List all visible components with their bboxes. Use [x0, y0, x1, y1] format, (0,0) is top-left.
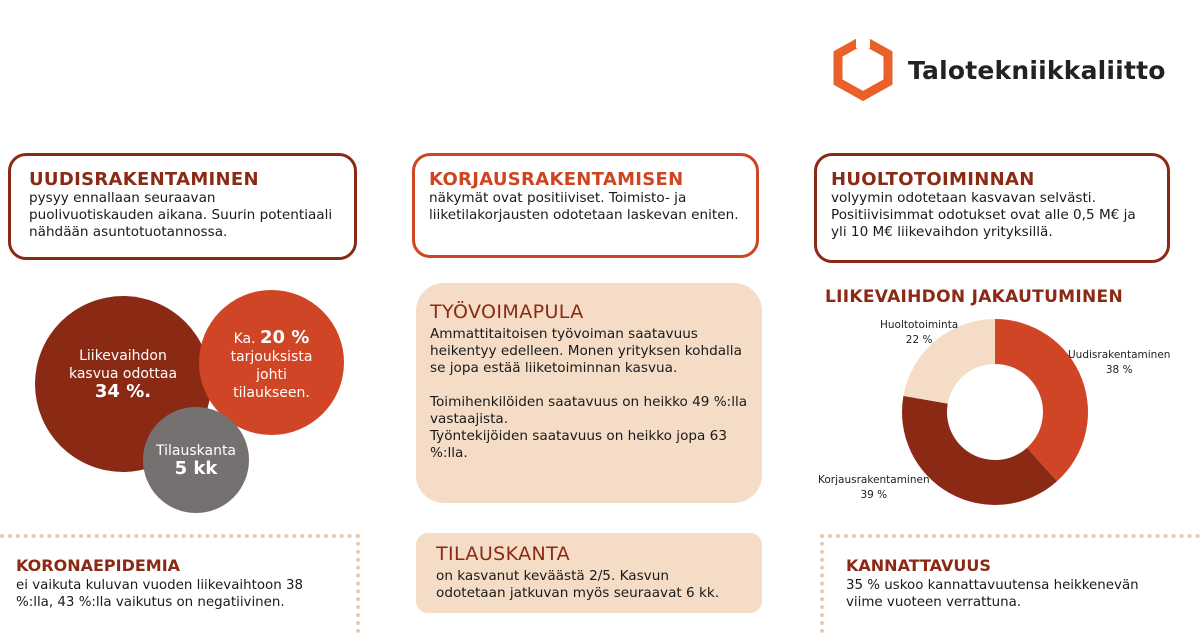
bubble-text: Tilauskanta: [155, 443, 237, 459]
label-uudisrakentaminen: [1068, 348, 1170, 378]
koronaepidemia-box: [0, 534, 360, 633]
label-category: Huoltotoiminta: [880, 319, 959, 331]
kannattavuus-box: [820, 534, 1200, 633]
bubble-prefix: Ka.: [233, 331, 256, 347]
bubble-text: Liikevaihdon kasvua odottaa: [68, 348, 178, 382]
card-huoltotoiminnan: [814, 153, 1170, 263]
label-value: 22 %: [905, 334, 933, 346]
label-korjausrakentaminen: [818, 473, 930, 503]
box-body: ei vaikuta kuluvan vuoden liikevaihtoon 38 %:lla, 43 %:lla vaikutus on negatiivinen.: [16, 578, 304, 610]
bubble-value: 20 %: [260, 327, 310, 348]
bubble-text: tarjouksista johti tilaukseen.: [230, 349, 313, 401]
tyovoimapula-panel: [416, 283, 762, 503]
brand-name: Talotekniikkaliitto: [908, 56, 1166, 85]
panel-title: TILAUSKANTA: [436, 543, 571, 565]
panel-title: TYÖVOIMAPULA: [430, 301, 584, 323]
bubble-value: 5 kk: [174, 458, 218, 479]
bubble-tilauskanta: [143, 407, 249, 513]
card-body: näkymät ovat positiiviset. Toimisto- ja liiketilakorjausten odotetaan laskevan eniten.: [429, 190, 739, 223]
label-category: Uudisrakentaminen: [1068, 349, 1171, 361]
card-title: KORJAUSRAKENTAMISEN: [429, 169, 684, 190]
panel-paragraph: Ammattitaitoisen työvoiman saatavuus heikentyy edelleen. Monen yrityksen kohdalla se jopa estää liiketoiminnan kasvua.: [430, 326, 742, 376]
box-body: 35 % uskoo kannattavuutensa heikkenevän viime vuoteen verrattuna.: [846, 578, 1139, 610]
card-title: HUOLTOTOIMINNAN: [831, 169, 1035, 190]
card-body: volyymin odotetaan kasvavan selvästi. Positiivisimmat odotukset ovat alle 0,5 M€ ja yli 10 M€ liikevaihdon yrityksillä.: [831, 190, 1136, 240]
label-category: Korjausrakentaminen: [818, 474, 930, 486]
hexagon-logo-icon: [830, 36, 896, 102]
card-title: UUDISRAKENTAMINEN: [29, 169, 259, 190]
label-huoltotoiminta: [880, 318, 958, 348]
card-korjausrakentamisen: [412, 153, 759, 258]
label-value: 38 %: [1105, 364, 1133, 376]
label-value: 39 %: [860, 489, 888, 501]
donut-slice-uudisrakentaminen: [995, 319, 1088, 481]
panel-paragraph: Toimihenkilöiden saatavuus on heikko 49 %:lla vastaajista.: [430, 394, 748, 427]
brand-logo: [830, 36, 1166, 106]
box-title: KANNATTAVUUS: [846, 556, 991, 575]
box-title: KORONAEPIDEMIA: [16, 556, 181, 575]
tilauskanta-panel: [416, 533, 762, 613]
chart-title: LIIKEVAIHDON JAKAUTUMINEN: [825, 287, 1123, 307]
panel-paragraph: Työntekijöiden saatavuus on heikko jopa 63 %:lla.: [430, 428, 727, 461]
card-uudisrakentaminen: [8, 153, 357, 260]
bubble-value: 34 %.: [94, 381, 152, 402]
card-body: pysyy ennallaan seuraavan puolivuotiskauden aikana. Suurin potentiaali nähdään asuntotuotannossa.: [29, 190, 333, 240]
panel-body: on kasvanut keväästä 2/5. Kasvun odotetaan jatkuvan myös seuraavat 6 kk.: [436, 568, 720, 601]
